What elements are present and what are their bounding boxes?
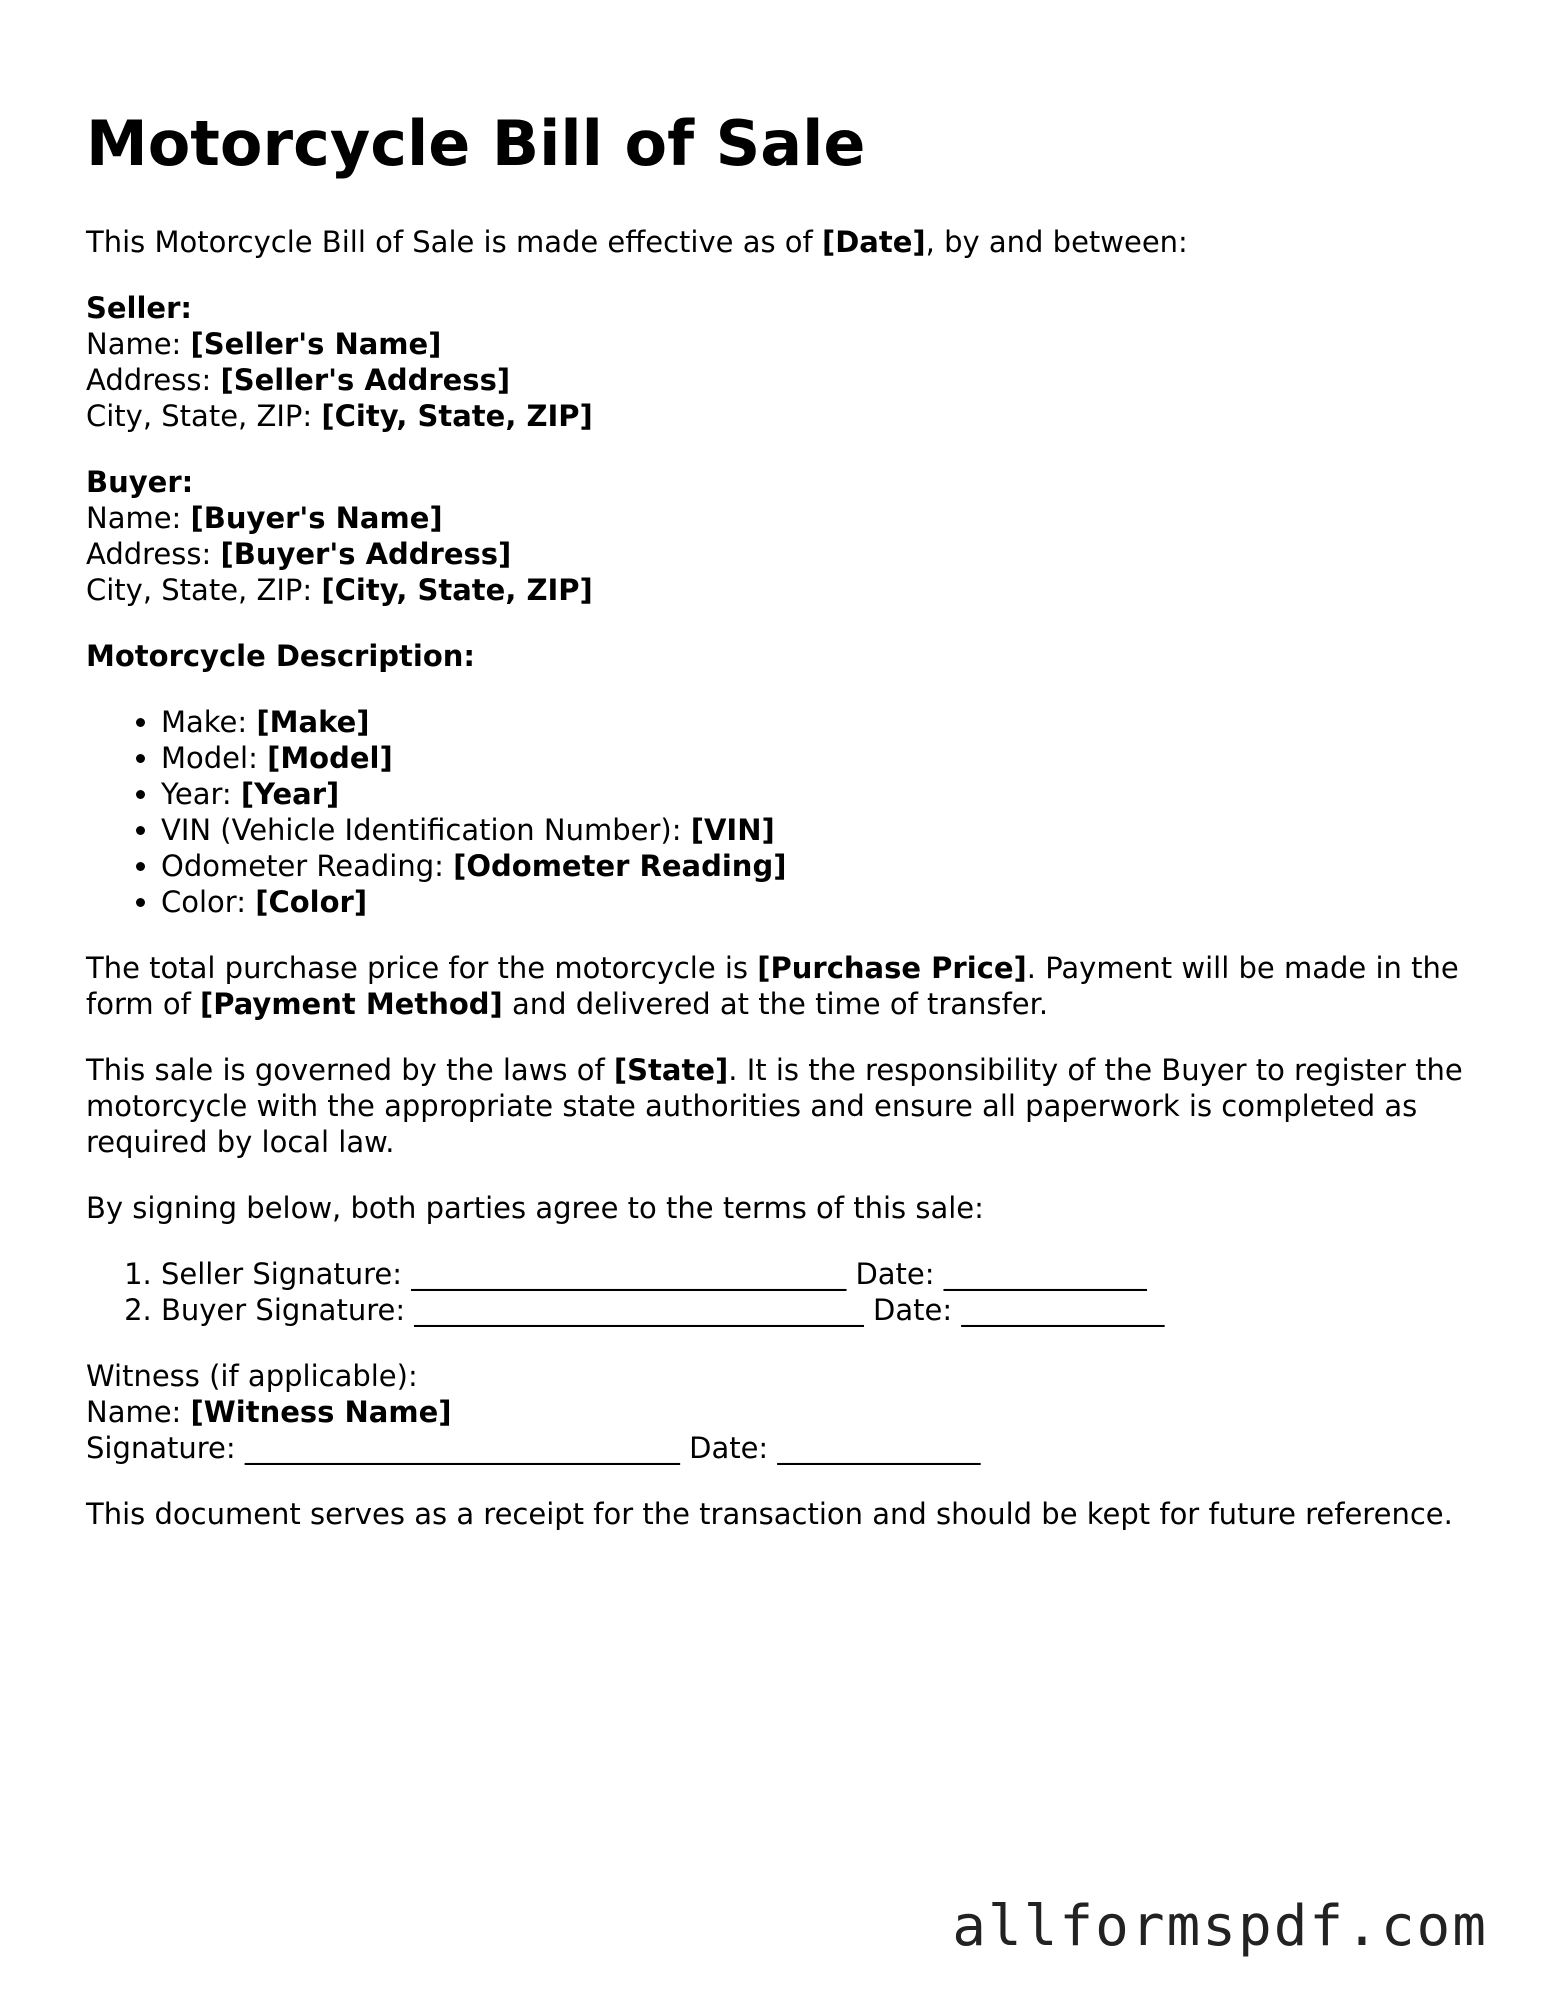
item-label: Make: xyxy=(161,705,257,739)
intro-paragraph xyxy=(86,224,1476,260)
payment-text: and delivered at the time of transfer. xyxy=(502,987,1049,1021)
witness-name-placeholder: [Witness Name] xyxy=(190,1395,452,1429)
buyer-section xyxy=(86,464,1476,608)
buyer-name-line xyxy=(86,500,1476,536)
intro-text-end: , by and between: xyxy=(925,225,1188,259)
item-value: [Model] xyxy=(267,741,393,775)
seller-address-line xyxy=(86,362,1476,398)
list-item xyxy=(161,812,1476,848)
witness-signature-line[interactable]: Signature: ______________________________ Date: ______________ xyxy=(86,1431,981,1465)
description-heading-line xyxy=(86,638,1476,674)
buyer-city-placeholder: [City, State, ZIP] xyxy=(321,573,593,607)
governing-text: . It is the responsibility of the Buyer to register the motorcycle with the appropriate state authorities and ensure all paperwork is completed as required by local law. xyxy=(86,1053,1463,1159)
state-placeholder: [State] xyxy=(613,1053,729,1087)
seller-name-line xyxy=(86,326,1476,362)
document-title: Motorcycle Bill of Sale xyxy=(86,107,866,180)
item-label: Color: xyxy=(161,885,256,919)
item-value: [VIN] xyxy=(690,813,775,847)
governing-paragraph xyxy=(86,1052,1476,1160)
buyer-city-label: City, State, ZIP: xyxy=(86,573,322,607)
intro-text: This Motorcycle Bill of Sale is made effective as of xyxy=(86,225,822,259)
signature-list xyxy=(86,1256,1476,1328)
witness-name-label: Name: xyxy=(86,1395,191,1429)
seller-section xyxy=(86,290,1476,434)
payment-method-placeholder: [Payment Method] xyxy=(200,987,503,1021)
item-value: [Odometer Reading] xyxy=(453,849,787,883)
buyer-heading: Buyer: xyxy=(86,465,194,499)
witness-heading: Witness (if applicable): xyxy=(86,1359,418,1393)
item-label: Model: xyxy=(161,741,268,775)
price-placeholder: [Purchase Price] xyxy=(757,951,1027,985)
buyer-name-placeholder: [Buyer's Name] xyxy=(190,501,443,535)
item-label: Odometer Reading: xyxy=(161,849,454,883)
payment-text: . Payment will be made in the form of xyxy=(86,951,1459,1021)
agreement-paragraph: By signing below, both parties agree to the terms of this sale: xyxy=(86,1191,984,1225)
description-heading: Motorcycle Description: xyxy=(86,639,476,673)
item-value: [Make] xyxy=(256,705,370,739)
item-label: VIN (Vehicle Identification Number): xyxy=(161,813,691,847)
list-item xyxy=(161,884,1476,920)
seller-address-label: Address: xyxy=(86,363,221,397)
seller-name-label: Name: xyxy=(86,327,191,361)
item-value: [Color] xyxy=(255,885,368,919)
item-label: Year: xyxy=(161,777,241,811)
witness-name-line xyxy=(86,1394,1476,1430)
buyer-signature-line[interactable]: 2. Buyer Signature: _______________________________ Date: ______________ xyxy=(161,1292,1476,1328)
list-item xyxy=(161,776,1476,812)
item-value: [Year] xyxy=(240,777,340,811)
list-item xyxy=(161,740,1476,776)
seller-signature-line[interactable]: 1. Seller Signature: ______________________________ Date: ______________ xyxy=(161,1256,1476,1292)
watermark-text: allformspdf.com xyxy=(952,1894,1488,1959)
receipt-paragraph: This document serves as a receipt for the transaction and should be kept for future reference. xyxy=(86,1497,1453,1531)
description-list xyxy=(86,704,1476,920)
witness-section xyxy=(86,1358,1476,1466)
payment-paragraph xyxy=(86,950,1476,1022)
governing-text: This sale is governed by the laws of xyxy=(86,1053,614,1087)
seller-city-placeholder: [City, State, ZIP] xyxy=(321,399,593,433)
date-placeholder: [Date] xyxy=(821,225,926,259)
list-item xyxy=(161,704,1476,740)
seller-city-line xyxy=(86,398,1476,434)
list-item xyxy=(161,848,1476,884)
buyer-address-label: Address: xyxy=(86,537,221,571)
seller-address-placeholder: [Seller's Address] xyxy=(220,363,511,397)
seller-heading: Seller: xyxy=(86,291,193,325)
buyer-name-label: Name: xyxy=(86,501,191,535)
seller-name-placeholder: [Seller's Name] xyxy=(190,327,442,361)
buyer-address-line xyxy=(86,536,1476,572)
buyer-address-placeholder: [Buyer's Address] xyxy=(220,537,512,571)
payment-text: The total purchase price for the motorcycle is xyxy=(86,951,758,985)
buyer-city-line xyxy=(86,572,1476,608)
document-page xyxy=(86,108,1476,1562)
seller-city-label: City, State, ZIP: xyxy=(86,399,322,433)
